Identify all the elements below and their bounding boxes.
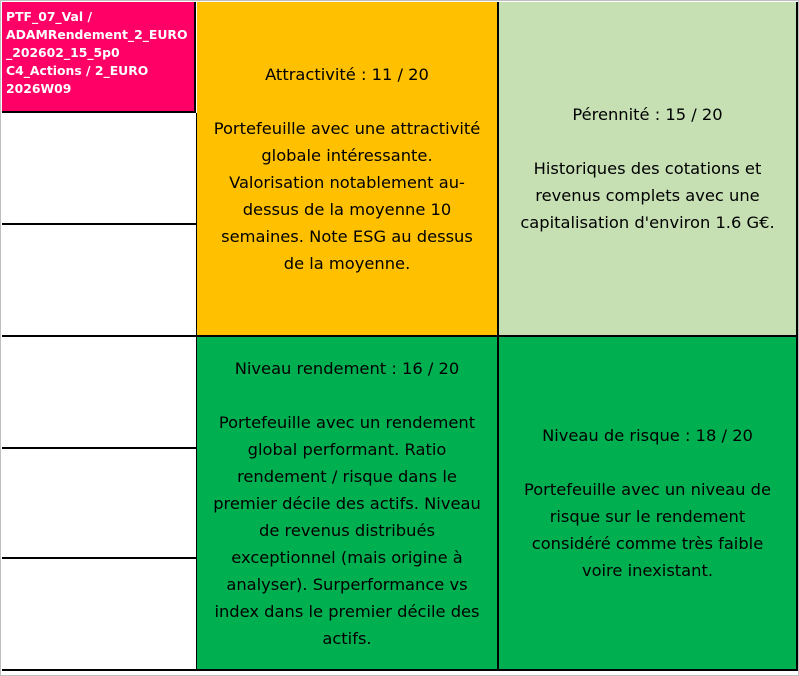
empty-cell-2[interactable] — [2, 225, 198, 337]
empty-cell-1[interactable] — [2, 113, 198, 225]
rendement-line: premier décile des actifs. Niveau — [213, 493, 481, 513]
portfolio-title-cell[interactable] — [2, 2, 196, 113]
portfolio-title-line: PTF_07_Val / — [6, 9, 92, 24]
perennite-cell[interactable] — [499, 2, 798, 337]
risque-line: voire inexistant. — [581, 561, 714, 580]
risque-line: risque sur le rendement — [549, 507, 746, 526]
attractivite-line: de la moyenne. — [283, 253, 411, 273]
risque-line: Portefeuille avec un niveau de — [523, 480, 771, 499]
attractivite-line: globale intéressante. — [261, 145, 433, 165]
empty-cell-5[interactable] — [2, 559, 198, 671]
rendement-cell[interactable] — [197, 337, 499, 671]
attractivite-line: dessus de la moyenne 10 — [242, 199, 452, 219]
attractivite-heading: Attractivité : 11 / 20 — [265, 64, 429, 84]
risque-heading: Niveau de risque : 18 / 20 — [542, 426, 753, 445]
risque-text — [524, 476, 771, 584]
portfolio-title-line: 2026W09 — [6, 81, 72, 96]
rendement-line: analyser). Surperformance vs — [226, 574, 468, 594]
portfolio-title-line: C4_Actions / 2_EURO — [6, 63, 149, 78]
perennite-line: Historiques des cotations et — [533, 159, 762, 178]
rendement-heading: Niveau rendement : 16 / 20 — [234, 358, 460, 378]
perennite-line: revenus complets avec une — [535, 186, 760, 205]
perennite-text — [520, 155, 774, 236]
attractivite-line: Portefeuille avec une attractivité — [213, 118, 481, 138]
attractivite-cell[interactable] — [197, 2, 499, 337]
attractivite-line: semaines. Note ESG au dessus — [221, 226, 473, 246]
attractivite-text — [214, 115, 481, 277]
rendement-line: Portefeuille avec un rendement — [218, 412, 476, 432]
rendement-line: rendement / risque dans le — [237, 466, 457, 486]
rendement-line: exceptionnel (mais origine à — [231, 547, 463, 567]
portfolio-title-line: ADAMRendement_2_EURO — [6, 27, 188, 42]
empty-cell-3[interactable] — [2, 337, 198, 449]
attractivite-line: Valorisation notablement au- — [229, 172, 465, 192]
rendement-line: de revenus distribués — [259, 520, 435, 540]
portfolio-title-line: _202602_15_5p0 — [6, 45, 120, 60]
rendement-text — [213, 409, 481, 652]
risque-line: considéré comme très faible — [531, 534, 764, 553]
perennite-line: capitalisation d'environ 1.6 G€. — [520, 213, 775, 232]
rendement-line: actifs. — [322, 628, 372, 648]
risque-cell[interactable] — [499, 337, 798, 671]
rendement-line: global performant. Ratio — [247, 439, 447, 459]
empty-cell-4[interactable] — [2, 449, 198, 559]
rendement-line: index dans le premier décile des — [214, 601, 480, 621]
perennite-heading: Pérennité : 15 / 20 — [572, 105, 723, 124]
